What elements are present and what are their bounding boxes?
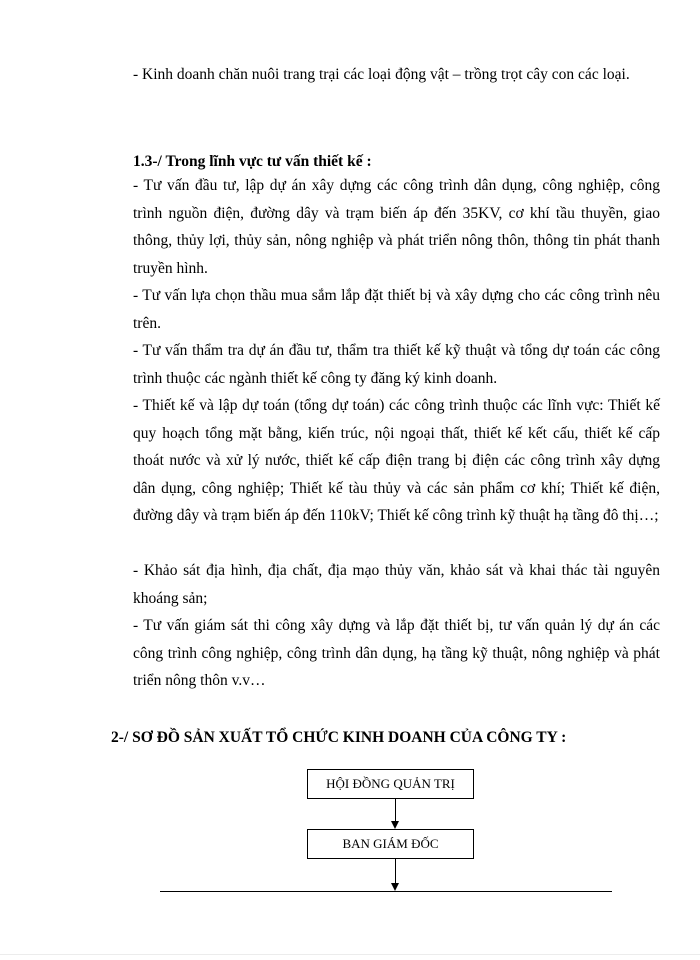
section-1-3-heading: 1.3-/ Trong lĩnh vực tư vấn thiết kế : <box>133 153 372 170</box>
arrow-down-icon <box>391 821 399 829</box>
list-item: - Khảo sát địa hình, địa chất, địa mạo thủy văn, khảo sát và khai thác tài nguyên khoáng sản; <box>133 562 660 607</box>
connector-line <box>395 859 396 884</box>
arrow-down-icon <box>391 883 399 891</box>
list-item: - Tư vấn thẩm tra dự án đầu tư, thẩm tra thiết kế kỹ thuật và tổng dự toán các công trình thuộc các ngành thiết kế công ty đăng ký kinh doanh. <box>133 342 660 387</box>
list-item: - Thiết kế và lập dự toán (tổng dự toán) các công trình thuộc các lĩnh vực: Thiết kế quy hoạch tổng mặt bằng, kiến trúc, nội ngoại thất, thiết kế kết cấu, thiết kế cấp thoát nước và xử lý nước, thiết kế cấp điện trang bị điện các công trình xây dựng dân dụng, công nghiệp; Thiết kế tàu thủy và các sản phẩm cơ khí; Thiết kế điện, đường dây và trạm biến áp đến 110kV; Thiết kế công trình kỹ thuật hạ tầng đô thị…; <box>133 397 660 524</box>
page-divider <box>0 954 700 955</box>
org-box-board-of-directors: HỘI ĐỒNG QUẢN TRỊ <box>307 769 474 799</box>
connector-line <box>395 799 396 822</box>
list-item: - Tư vấn giám sát thi công xây dựng và lắp đặt thiết bị, tư vấn quản lý dự án các công trình công nghiệp, công trình dân dụng, hạ tầng kỹ thuật, nông nghiệp và phát triển nông thôn v.v… <box>133 617 660 689</box>
org-box-management: BAN GIÁM ĐỐC <box>307 829 474 859</box>
section-2-heading: 2-/ SƠ ĐỒ SẢN XUẤT TỔ CHỨC KINH DOANH CỦA CÔNG TY : <box>111 729 567 746</box>
intro-paragraph: - Kinh doanh chăn nuôi trang trại các loại động vật – trồng trọt cây con các loại. <box>133 66 630 83</box>
list-item: - Tư vấn lựa chọn thầu mua sắm lắp đặt thiết bị và xây dựng cho các công trình nêu trên. <box>133 287 660 332</box>
branch-line <box>160 891 612 892</box>
list-item: - Tư vấn đầu tư, lập dự án xây dựng các công trình dân dụng, công nghiệp, công trình nguồn điện, đường dây và trạm biến áp đến 35KV, cơ khí tầu thuyền, giao thông, thủy lợi, thủy sản, nông nghiệp và phát triển nông thôn, thông tin phát thanh truyền hình. <box>133 177 660 277</box>
